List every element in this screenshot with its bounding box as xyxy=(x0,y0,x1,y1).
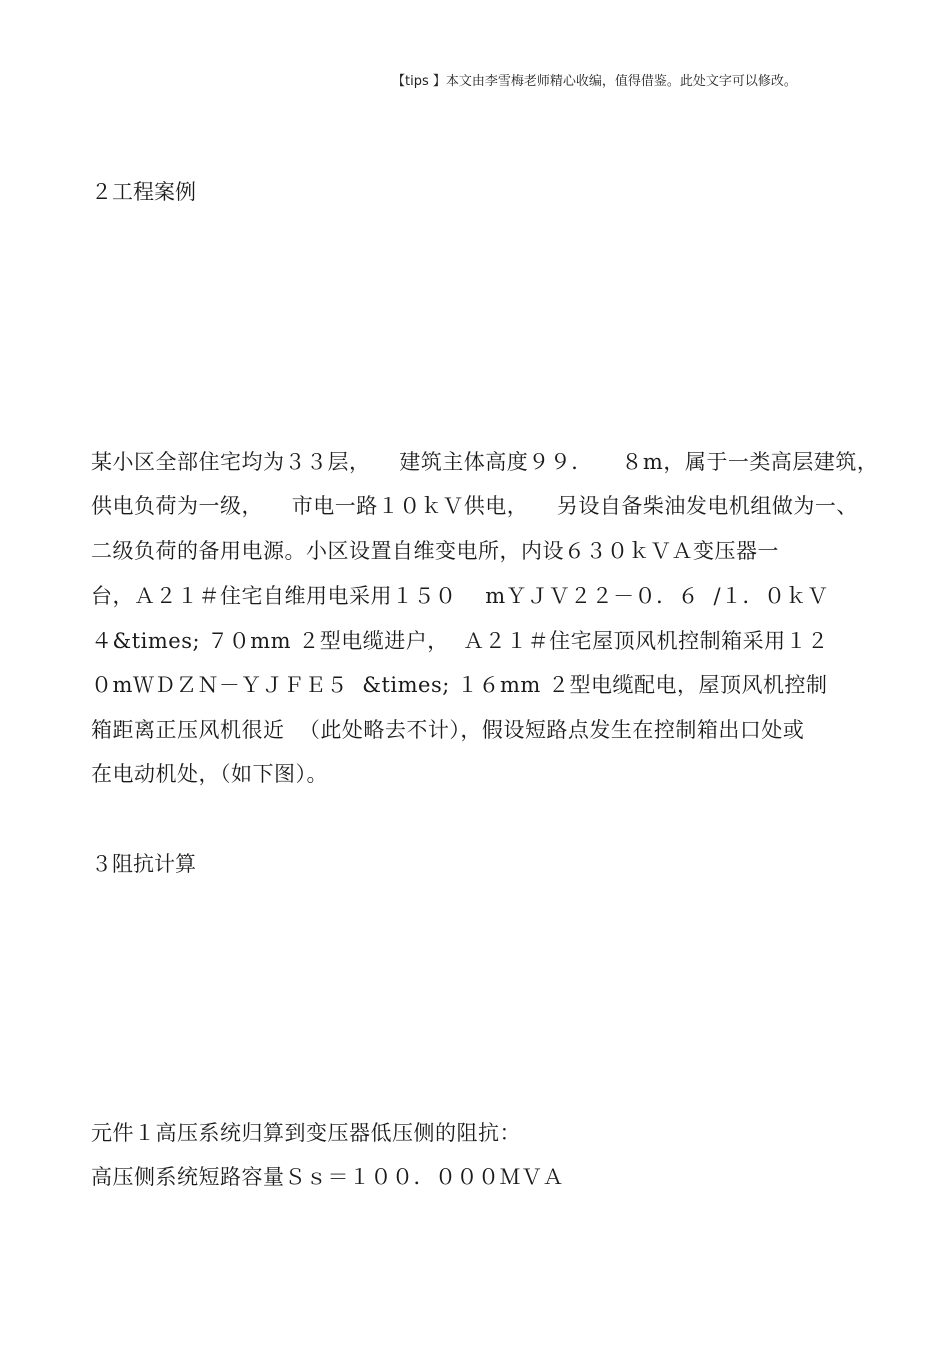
header-tip: 【tips 】本文由李雪梅老师精心收编，值得借鉴。此处文字可以修改。 xyxy=(392,74,797,89)
paragraph-1-line-1: 某小区全部住宅均为３３层， 建筑主体高度９９． ８m，属于一类高层建筑， xyxy=(91,450,879,474)
paragraph-1-line-8: 在电动机处，（如下图）。 xyxy=(91,762,328,786)
paragraph-1-line-2: 供电负荷为一级， 市电一路１０ｋＶ供电， 另设自备柴油发电机组做为一、 xyxy=(91,494,858,518)
paragraph-2-line-2: 高压侧系统短路容量Ｓｓ＝１００．０００ＭＶＡ xyxy=(91,1165,564,1189)
paragraph-1-line-7: 箱距离正压风机很近 （此处略去不计），假设短路点发生在控制箱出口处或 xyxy=(91,718,805,742)
paragraph-1-line-4: 台，Ａ２１＃住宅自维用电采用１５０ mＹＪＶ２２－０．６ /１．０ｋＶ xyxy=(91,584,829,608)
paragraph-1-line-6: ０mＷＤＺＮ－ＹＪＦＥ５ &times; １６mm ２型电缆配电，屋顶风机控制 xyxy=(91,673,828,697)
paragraph-1-line-3: 二级负荷的备用电源。小区设置自维变电所，内设６３０ｋＶＡ变压器一 xyxy=(91,539,779,563)
section-2-heading: ２工程案例 xyxy=(91,180,196,204)
paragraph-1-line-5: ４&times; ７０mm ２型电缆进户， Ａ２１＃住宅屋顶风机控制箱采用１２ xyxy=(91,629,829,653)
paragraph-2-line-1: 元件１高压系统归算到变压器低压侧的阻抗： xyxy=(91,1121,521,1145)
section-3-heading: ３阻抗计算 xyxy=(91,852,196,876)
